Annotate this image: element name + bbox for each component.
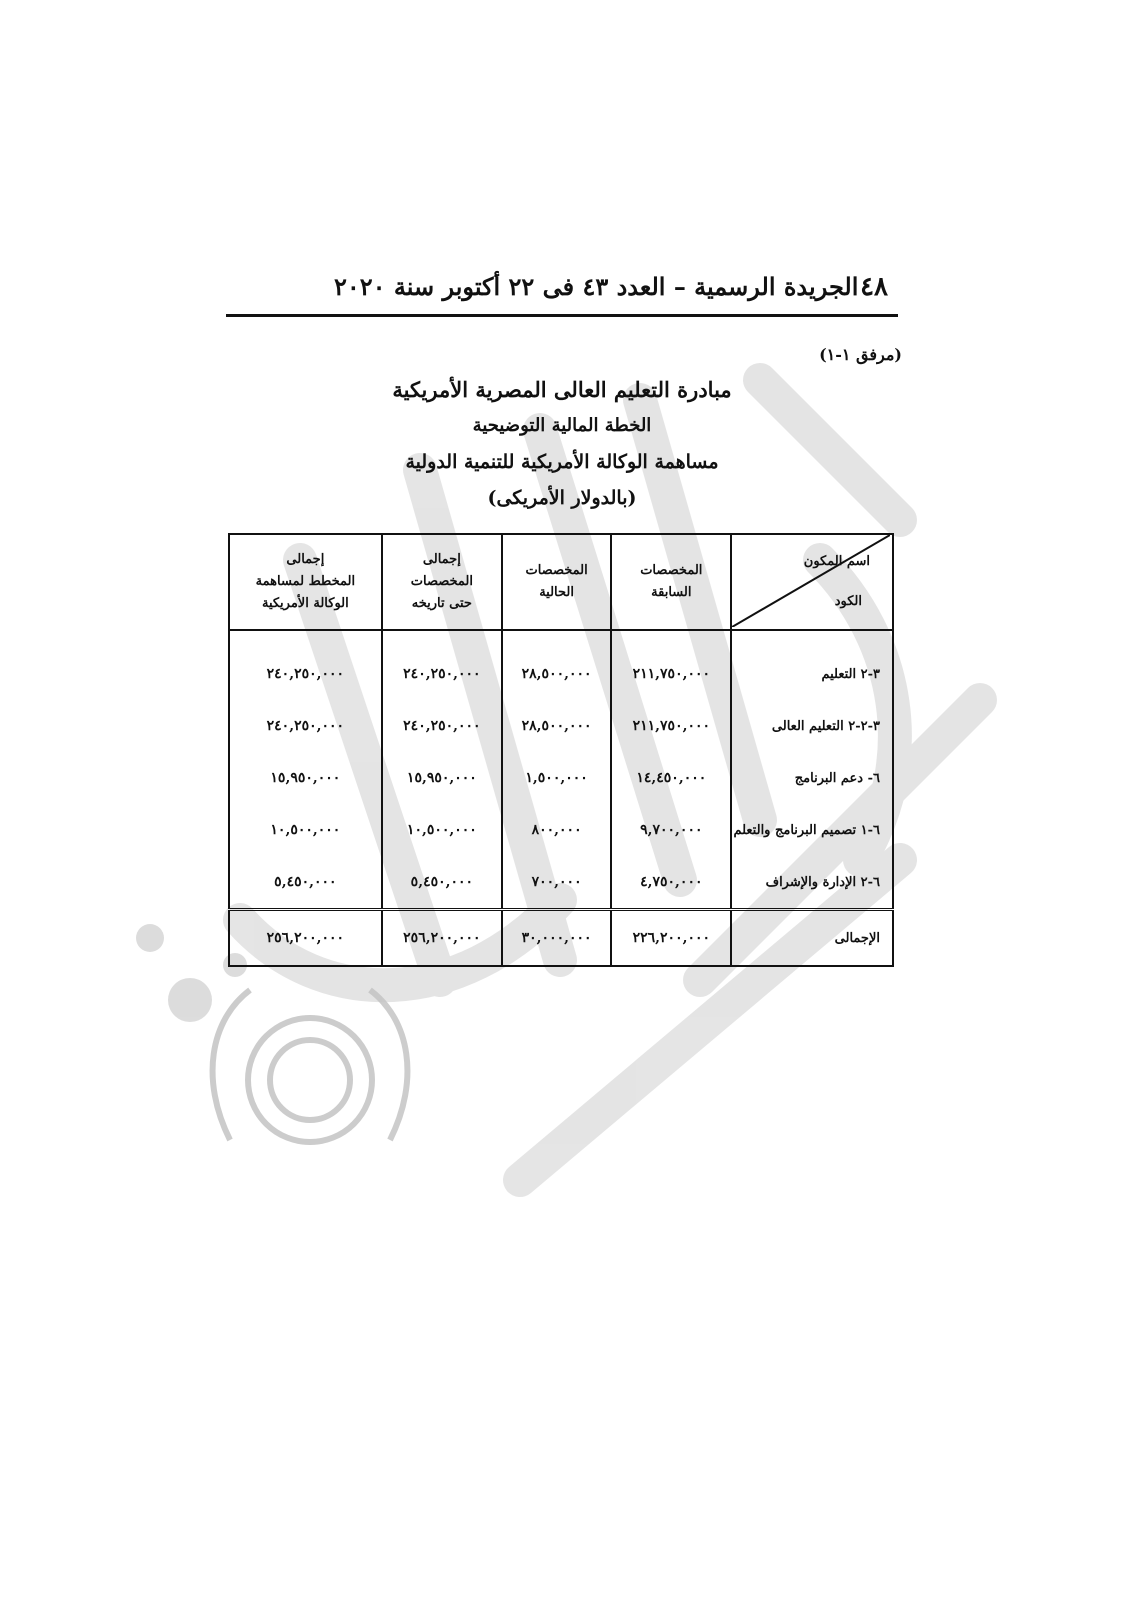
table-row [229,804,893,856]
column-header-current: المخصصات الحالية [502,534,611,630]
cell-planned-total: ١٠,٥٠٠,٠٠٠ [229,804,382,856]
seal-icon [213,990,408,1142]
code-header: الكود [834,594,862,609]
cell-to-date: ٥,٤٥٠,٠٠٠ [382,856,502,910]
cell-previous: ١٤,٤٥٠,٠٠٠ [611,752,731,804]
cell-to-date: ٢٤٠,٢٥٠,٠٠٠ [382,700,502,752]
table-row [229,752,893,804]
cell-previous: ٤,٧٥٠,٠٠٠ [611,856,731,910]
total-label: الإجمالى [731,910,893,967]
annex-label: (مرفق ١-١) [819,345,902,364]
cell-planned-total: ٥,٤٥٠,٠٠٠ [229,856,382,910]
cell-planned-total: ٢٤٠,٢٥٠,٠٠٠ [229,700,382,752]
page-header [226,266,898,317]
financial-plan-table [228,533,894,967]
page-number: ٤٨ [860,272,888,302]
table-header-row [229,534,893,630]
total-planned: ٢٥٦,٢٠٠,٠٠٠ [229,910,382,967]
cell-planned-total: ٢٤٠,٢٥٠,٠٠٠ [229,630,382,700]
title-line-3: مساهمة الوكالة الأمريكية للتنمية الدولية [405,451,719,473]
diagonal-divider [732,535,890,627]
cell-current: ٢٨,٥٠٠,٠٠٠ [502,630,611,700]
total-current: ٣٠,٠٠٠,٠٠٠ [502,910,611,967]
cell-current: ٧٠٠,٠٠٠ [502,856,611,910]
cell-current: ٨٠٠,٠٠٠ [502,804,611,856]
cell-current: ٢٨,٥٠٠,٠٠٠ [502,700,611,752]
row-label: ٦- دعم البرنامج [731,752,893,804]
column-header-to-date: إجمالى المخصصات حتى تاريخه [382,534,502,630]
column-header-planned-total: إجمالى المخطط لمساهمة الوكالة الأمريكية [229,534,382,630]
cell-previous: ٩,٧٠٠,٠٠٠ [611,804,731,856]
title-line-2: الخطة المالية التوضيحية [472,415,652,436]
title-line-1: مبادرة التعليم العالى المصرية الأمريكية [392,377,732,402]
cell-to-date: ١٥,٩٥٠,٠٠٠ [382,752,502,804]
gazette-issue-title: الجريدة الرسمية – العدد ٤٣ فى ٢٢ أكتوبر سنة ٢٠٢٠ [334,272,859,301]
corner-header-cell [731,534,893,630]
cell-current: ١,٥٠٠,٠٠٠ [502,752,611,804]
row-label: ٦-٢ الإدارة والإشراف [731,856,893,910]
total-previous: ٢٢٦,٢٠٠,٠٠٠ [611,910,731,967]
row-label: ٣-٢-٢ التعليم العالى [731,700,893,752]
cell-to-date: ١٠,٥٠٠,٠٠٠ [382,804,502,856]
row-label: ٦-١ تصميم البرنامج والتعلم [731,804,893,856]
cell-previous: ٢١١,٧٥٠,٠٠٠ [611,700,731,752]
cell-previous: ٢١١,٧٥٠,٠٠٠ [611,630,731,700]
total-to-date: ٢٥٦,٢٠٠,٠٠٠ [382,910,502,967]
component-name-header: اسم المكون [803,554,870,569]
column-header-previous: المخصصات السابقة [611,534,731,630]
cell-to-date: ٢٤٠,٢٥٠,٠٠٠ [382,630,502,700]
document-titles [226,372,898,516]
row-label: ٣-٢ التعليم [731,630,893,700]
cell-planned-total: ١٥,٩٥٠,٠٠٠ [229,752,382,804]
table-row [229,856,893,910]
table-row [229,700,893,752]
title-line-4: (بالدولار الأمريكى) [487,487,637,509]
total-row [229,910,893,967]
table-row [229,630,893,700]
